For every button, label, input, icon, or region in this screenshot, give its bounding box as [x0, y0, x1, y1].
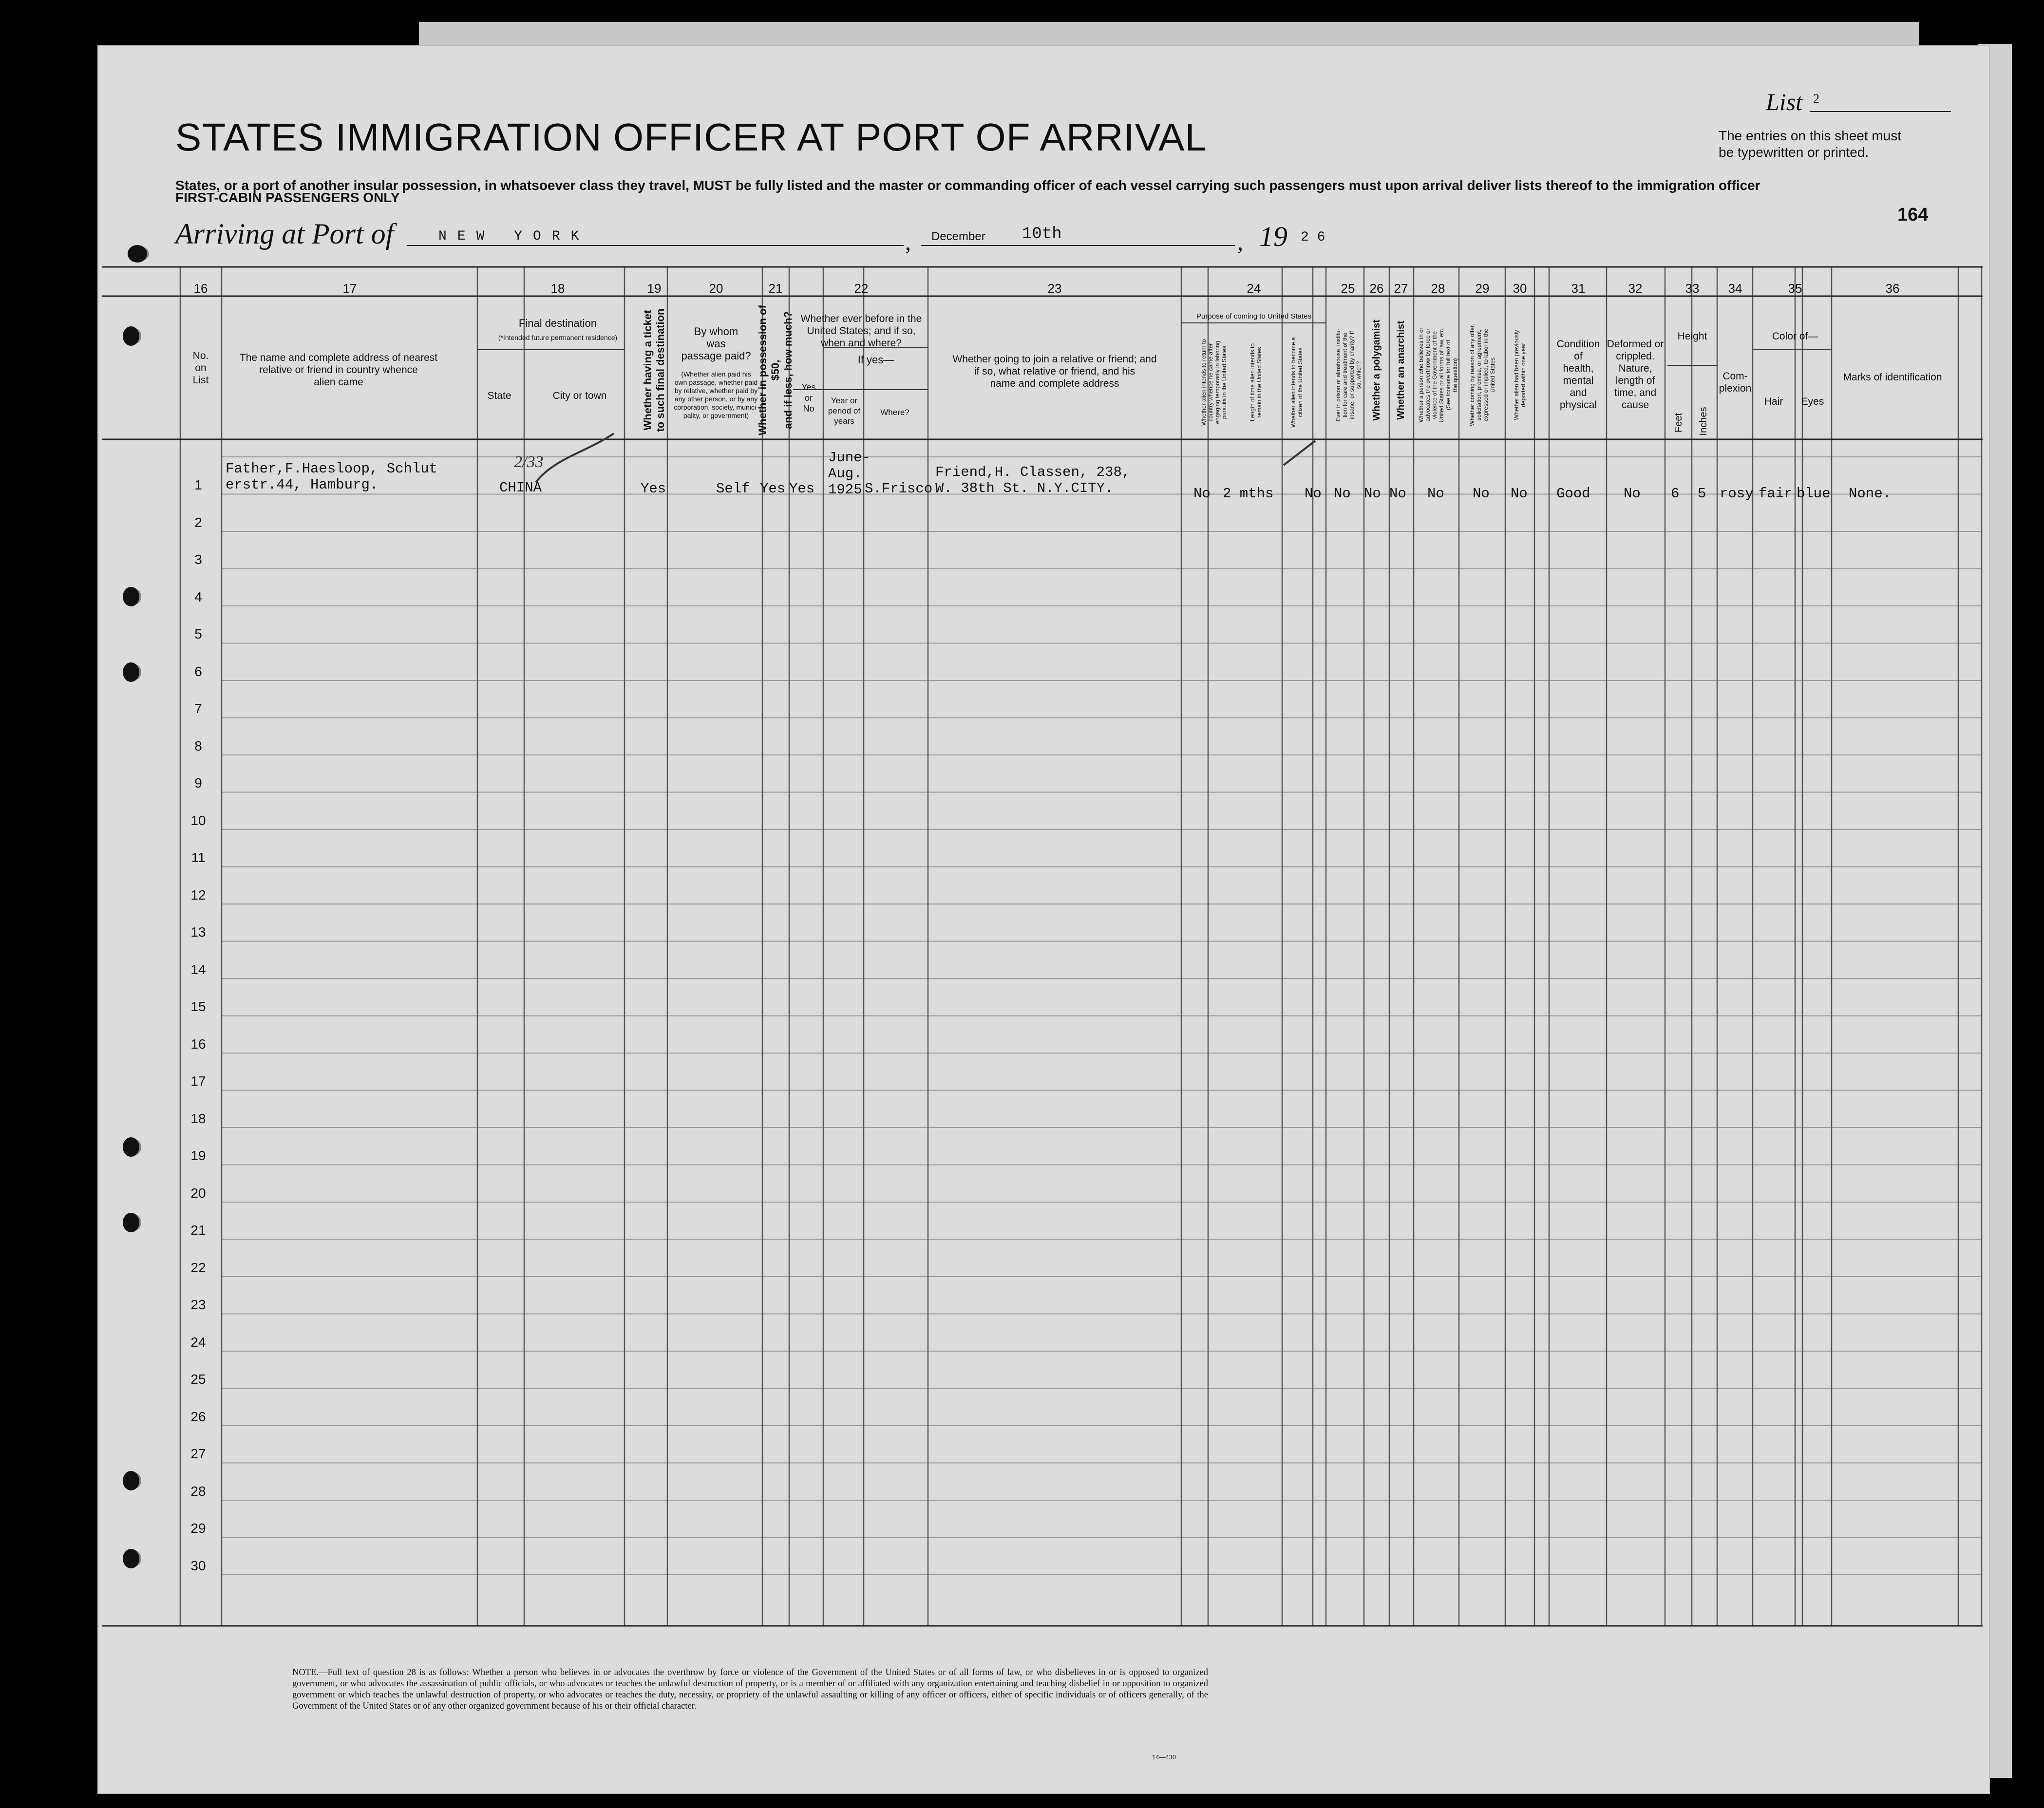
footnote-text: NOTE.—Full text of question 28 is as follows: Whether a person who believes in or advocates the overthrow by force or violence of the Government of the United States or of all forms of law, or who disbelieves in or is opposed to organized government, or who advocates the assassination of public officials, or who advocates or teaches the unlawful destruction of property, or is a member of or affiliated with any organization entertaining and teaching disbelief in or opposition to organized government or which teaches the unlawful destruction of property, or who advocates or teaches the duty, necessity, or propriety of the unlawful assaulting or killing of any officer or officers, either of specific individuals or of officers generally, of the Government of the United States or of any other organized government because of his or their official character.: [292, 1668, 1208, 1711]
page-title: STATES IMMIGRATION OFFICER AT PORT OF ARRIVAL: [175, 115, 1207, 159]
header-state: State: [487, 390, 511, 401]
typewritten-note: The entries on this sheet must be typewritten or printed.: [1719, 128, 1902, 160]
header-deformed: Deformed or crippled. Nature, length of time, and cause: [1607, 339, 1664, 411]
column-number: 33: [1685, 281, 1700, 296]
relative-address-value: Father,F.Haesloop, Schlut erstr.44, Hamburg.: [226, 461, 438, 493]
comma-mark-2: ,: [1237, 229, 1243, 255]
header-feet: Feet: [1673, 413, 1684, 433]
header-fifty-dollars: Whether in possession of $50, and if less, how much?: [757, 305, 794, 435]
column-number: 36: [1885, 281, 1900, 296]
column-number: 27: [1394, 281, 1408, 296]
column-number: 26: [1369, 281, 1384, 296]
row-number: 7: [194, 701, 202, 716]
manifest-sheet: [97, 45, 1990, 1794]
row-number: 24: [190, 1334, 206, 1350]
row-number: 6: [194, 663, 202, 679]
header-length-of-stay: Length of time alien intends to remain in the United States: [1249, 343, 1263, 422]
header-final-destination-sub: (*Intended future permanent residence): [498, 334, 618, 341]
handwritten-annotation: 2/33: [514, 453, 544, 471]
column-number: 18: [550, 281, 565, 296]
binding-hole: [123, 326, 139, 346]
row-number: 14: [190, 961, 206, 977]
column-number: 35: [1788, 281, 1802, 296]
row-number: 10: [190, 812, 206, 828]
header-return-intent: Whether alien intends to return to country whence he came after engaging temporarily in laboring pursuits in the United States: [1200, 339, 1228, 426]
binding-hole: [123, 1549, 139, 1568]
column-number: 32: [1628, 281, 1643, 296]
header-yes-or-no: Yes or No: [801, 382, 816, 414]
column-number: 17: [342, 281, 357, 296]
header-ticket: Whether having a ticket to such final destination: [642, 308, 666, 432]
header-height: Height: [1677, 331, 1707, 342]
header-purpose: Purpose of coming to United States: [1196, 312, 1311, 320]
row-number: 25: [190, 1372, 206, 1387]
arriving-label: Arriving at Port of: [175, 218, 394, 250]
polygamist-value: No: [1364, 486, 1381, 502]
joining-value: Friend,H. Classen, 238, W. 38th St. N.Y.CITY.: [935, 464, 1131, 496]
period-value: June- Aug. 1925: [828, 450, 871, 498]
header-overthrow: Whether a person who believes in or advocates the overthrow by force or violence of the Government of the United States or all forms of law, etc. (See footnote for full text of the question): [1418, 327, 1458, 423]
list-number: 2: [1813, 92, 1819, 106]
complexion-value: rosy: [1720, 486, 1754, 502]
row-number: 27: [190, 1446, 206, 1461]
port-underline: [407, 245, 904, 246]
row-number: 3: [194, 552, 202, 567]
date-underline: [921, 245, 1235, 246]
where-value: S.Frisco.: [865, 481, 941, 497]
header-hair: Hair: [1764, 396, 1783, 407]
row-number: 16: [190, 1036, 206, 1052]
row-number: 28: [190, 1483, 206, 1499]
header-city: City or town: [552, 390, 607, 401]
length-of-stay-value: 2 mths: [1223, 486, 1274, 502]
header-final-destination: Final destination: [518, 317, 597, 329]
header-where: Where?: [880, 408, 909, 417]
list-underline: [1810, 111, 1951, 112]
header-labor-offer: Whether coming by reason of any offer, solicitation, promise, or agreement, expressed or implied, to labor in the United States: [1469, 324, 1496, 426]
header-joining-relative: Whether going to join a relative or friend; and if so, what relative or friend, and his name and complete address: [952, 354, 1157, 389]
column-number: 24: [1247, 281, 1261, 296]
column-number: 34: [1728, 281, 1742, 296]
passage-paid-value: Self: [716, 481, 750, 497]
fifty-dollars-value: Yes: [760, 481, 786, 497]
header-if-yes: If yes—: [857, 354, 894, 366]
header-deported: Whether alien had been previously deported within one year: [1513, 330, 1527, 420]
port-value: NEW YORK: [438, 229, 590, 244]
form-code: 14—430: [1152, 1753, 1176, 1761]
binding-hole: [123, 1137, 139, 1157]
column-number: 23: [1047, 281, 1062, 296]
binding-hole: [128, 245, 147, 263]
row-number: 23: [190, 1297, 206, 1312]
column-number: 30: [1513, 281, 1527, 296]
row-number: 20: [190, 1185, 206, 1201]
year-suffix: 2 6: [1301, 230, 1325, 245]
instructions-text: States, or a port of another insular possession, in whatsoever class they travel, MUST be fully listed and the master or commanding officer of each vessel carrying such passengers must upon arrival deliver lists thereof to the immigration officer: [175, 178, 1760, 193]
row-number: 26: [190, 1409, 206, 1424]
row-number: 13: [190, 924, 206, 940]
binding-hole: [123, 662, 139, 682]
day-value: 10th: [1022, 225, 1062, 244]
return-intent-value: No: [1193, 486, 1211, 502]
header-citizen-intent: Whether alien intends to become a citizen of the United States: [1290, 337, 1304, 428]
row-number: 11: [191, 850, 206, 865]
page-number: 164: [1897, 205, 1929, 225]
row-number: 4: [194, 589, 202, 604]
row-number: 29: [190, 1521, 206, 1536]
row-number: 30: [190, 1558, 206, 1573]
row-number: 9: [194, 775, 202, 791]
header-before-in-us: Whether ever before in the United States; and if so, when and where?: [800, 313, 922, 349]
column-number: 20: [709, 281, 723, 296]
column-number: 22: [854, 281, 869, 296]
hair-value: fair: [1759, 486, 1793, 502]
inches-value: 5: [1698, 486, 1706, 502]
row-number: 1: [194, 477, 202, 492]
row-number: 12: [190, 887, 206, 903]
column-number: 16: [193, 281, 208, 296]
header-health: Condition of health, mental and physical: [1556, 339, 1600, 411]
row-number: 8: [194, 738, 202, 753]
header-complexion: Com- plexion: [1719, 371, 1752, 394]
header-color-of: Color of—: [1772, 331, 1818, 342]
row-number: 15: [190, 999, 206, 1014]
header-inches: Inches: [1698, 407, 1709, 436]
prison-value: No: [1334, 486, 1351, 502]
comma-mark: ,: [905, 229, 911, 255]
column-number: 19: [647, 281, 662, 296]
header-anarchist: Whether an anarchist: [1396, 320, 1406, 420]
list-label: List: [1766, 88, 1803, 115]
before-in-us-value: Yes: [789, 481, 815, 497]
header-eyes: Eyes: [1801, 396, 1824, 407]
deformed-value: No: [1624, 486, 1641, 502]
overthrow-value: No: [1427, 486, 1444, 502]
header-passage-paid: By whom was passage paid?: [681, 325, 751, 362]
binding-hole: [123, 1471, 139, 1490]
row-number: 18: [190, 1111, 206, 1126]
column-number: 31: [1571, 281, 1586, 296]
column-number: 29: [1475, 281, 1490, 296]
column-number: 25: [1341, 281, 1355, 296]
header-relative-address: The name and complete address of nearest relative or friend in country whence alien came: [239, 352, 438, 388]
header-marks: Marks of identification: [1843, 372, 1942, 383]
deported-value: No: [1511, 486, 1528, 502]
destination-city-value: CHINA: [499, 480, 542, 496]
column-number: 28: [1431, 281, 1445, 296]
month-value: December: [931, 230, 985, 243]
row-number: 19: [190, 1148, 206, 1163]
header-no-on-list: No. on List: [192, 350, 209, 386]
row-number: 17: [190, 1074, 206, 1089]
labor-offer-value: No: [1473, 486, 1490, 502]
health-value: Good: [1556, 486, 1590, 502]
citizen-intent-value: No: [1305, 486, 1322, 502]
binding-hole: [123, 1213, 139, 1232]
header-year-period: Year or period of years: [828, 396, 861, 426]
feet-value: 6: [1671, 486, 1680, 502]
year-prefix: 19: [1259, 221, 1287, 252]
header-passage-paid-sub: (Whether alien paid his own passage, whether paid by relative, whether paid by any other person, or by any corporation, society, munici- pality, or government): [674, 370, 758, 419]
column-number: 21: [768, 281, 783, 296]
cabin-class-note: FIRST-CABIN PASSENGERS ONLY: [175, 190, 400, 205]
row-number: 5: [194, 626, 202, 641]
binding-hole: [123, 587, 139, 606]
row-number: 2: [194, 514, 202, 530]
marks-value: None.: [1849, 486, 1892, 502]
anarchist-value: No: [1389, 486, 1406, 502]
row-number: 22: [190, 1260, 206, 1275]
header-polygamist: Whether a polygamist: [1371, 320, 1382, 421]
row-number: 21: [190, 1223, 206, 1238]
ticket-value: Yes: [641, 481, 666, 497]
eyes-value: blue: [1797, 486, 1831, 502]
header-prison: Ever in prison or almshouse, institu- tion for care and treatment of the insane, or supported by charity? If so, which?: [1335, 328, 1362, 422]
